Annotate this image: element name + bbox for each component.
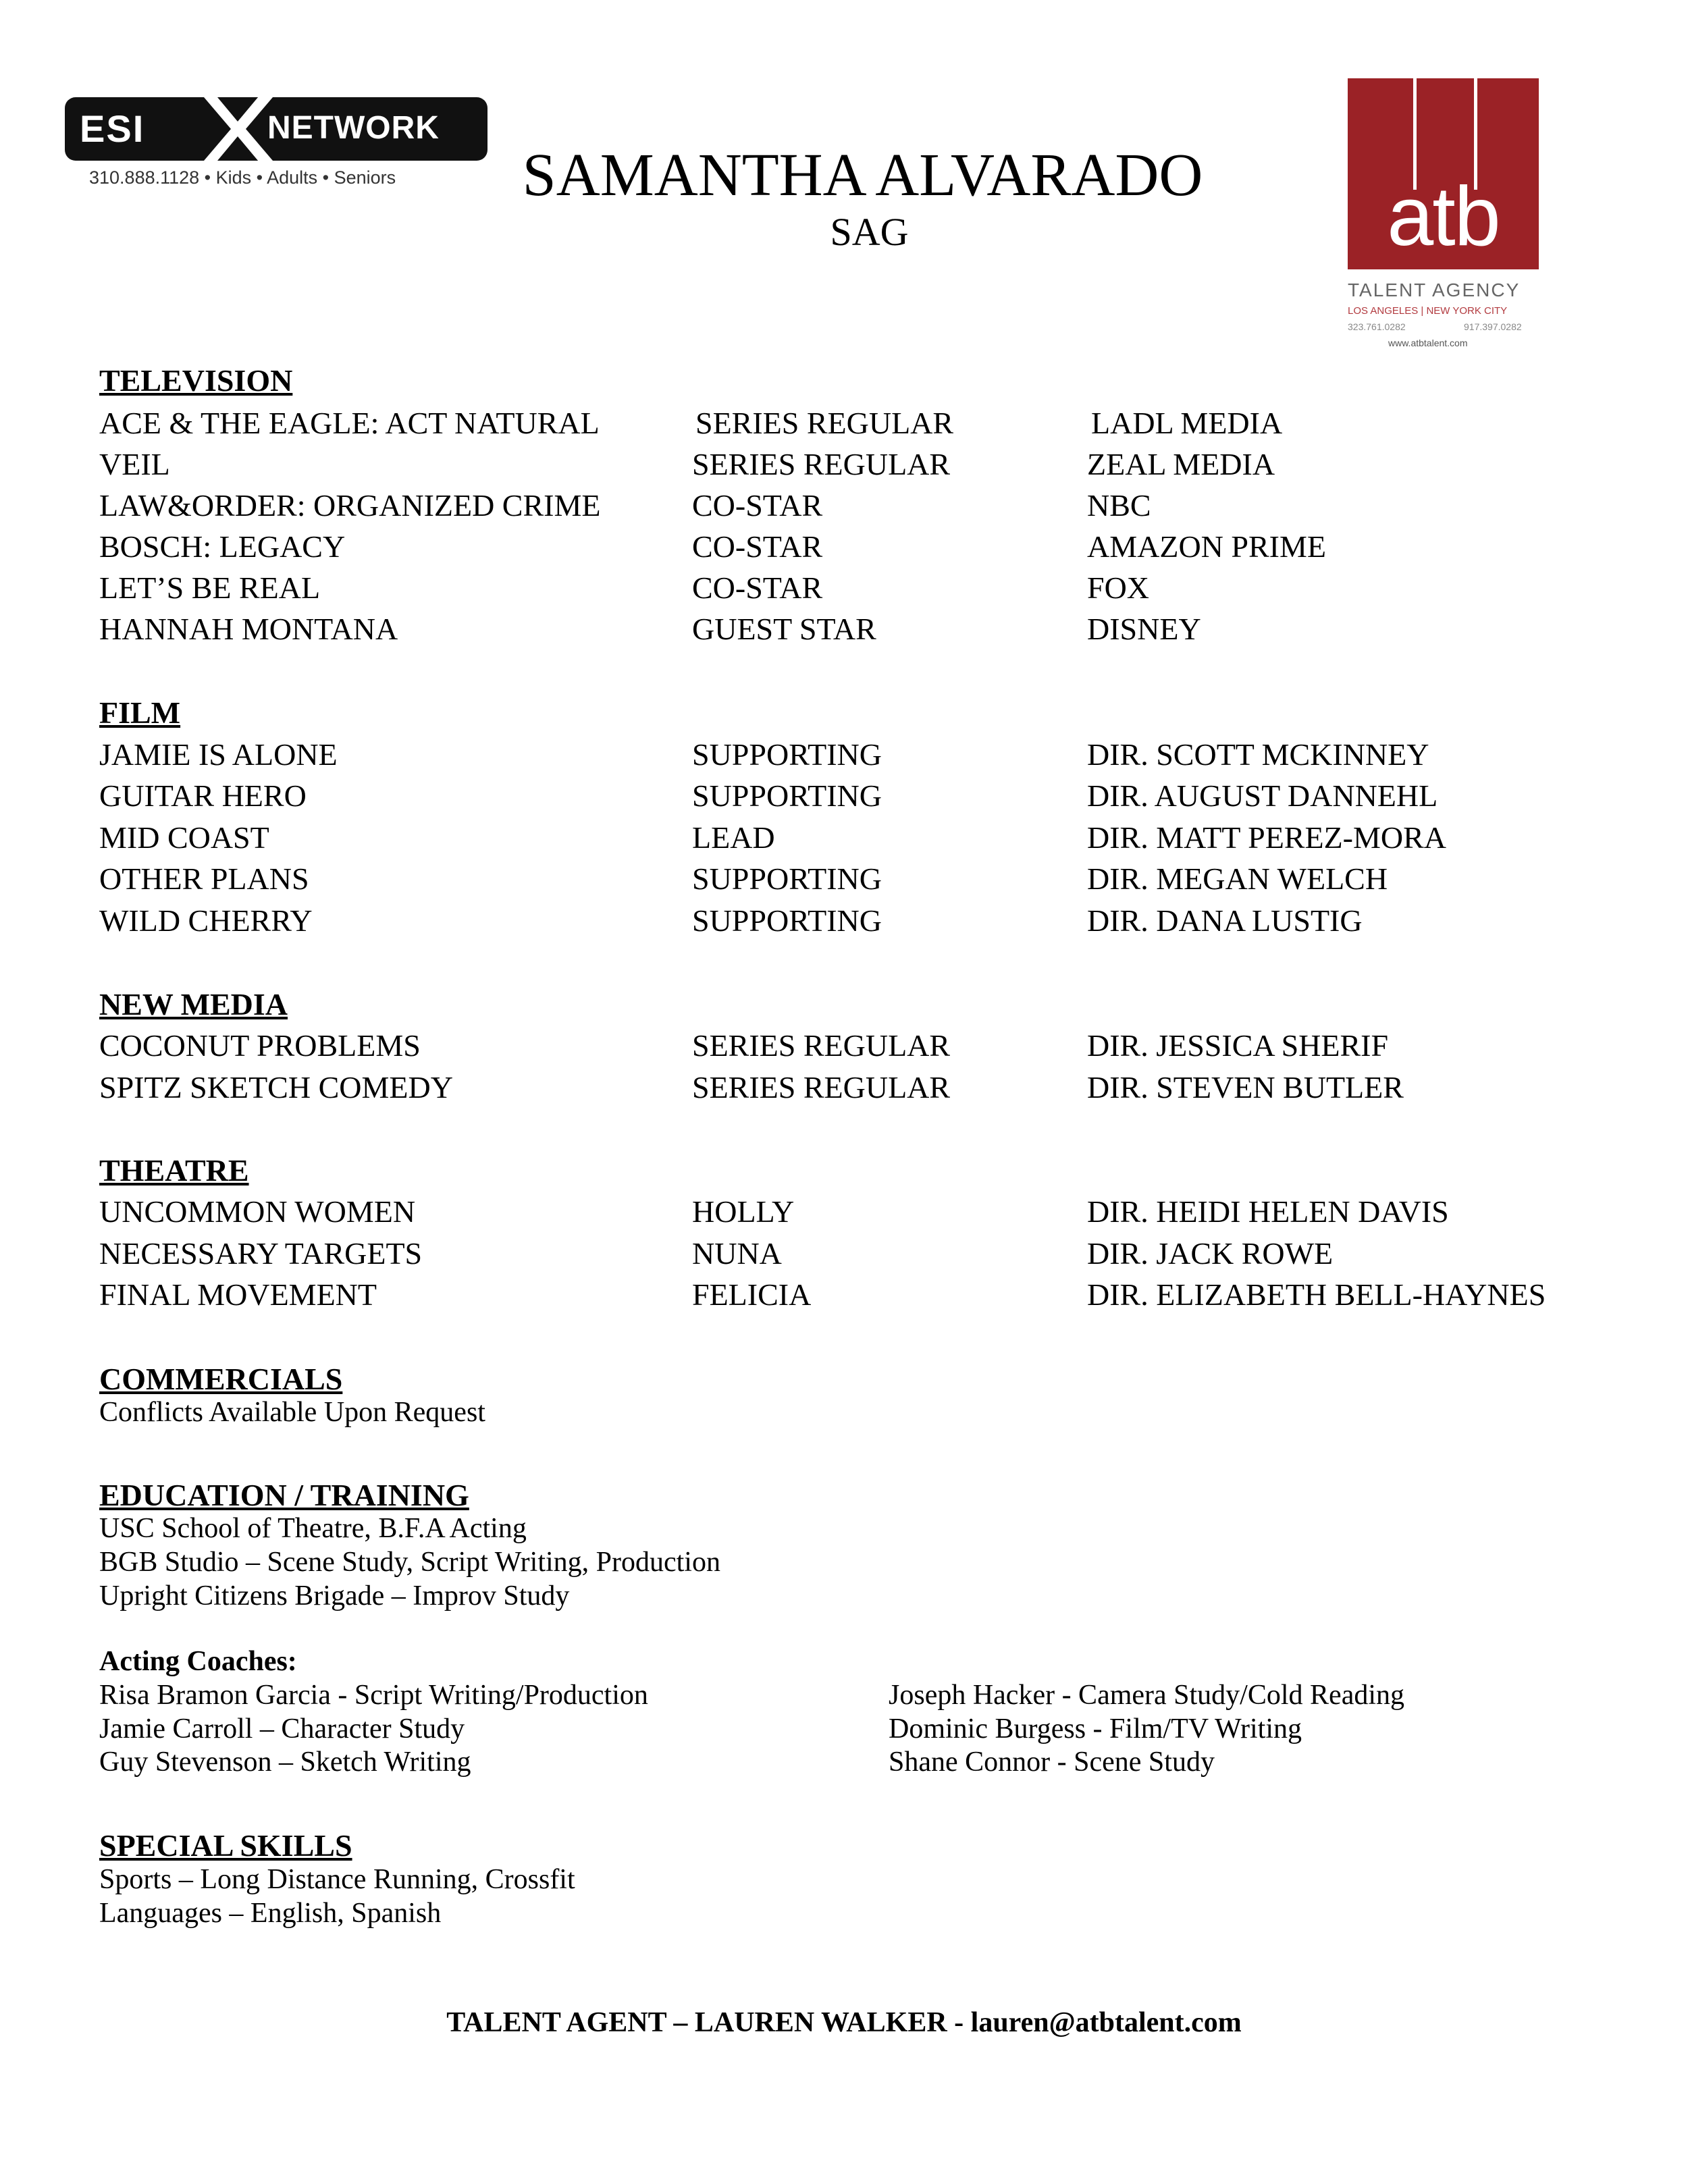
education-line: BGB Studio – Scene Study, Script Writing, Production bbox=[99, 1547, 720, 1578]
esi-network-text: NETWORK bbox=[267, 110, 440, 146]
credit-title: HANNAH MONTANA bbox=[99, 612, 398, 646]
credit-title: NECESSARY TARGETS bbox=[99, 1236, 423, 1271]
credit-row bbox=[0, 1026, 1688, 1066]
credit-company: ZEAL MEDIA bbox=[1087, 447, 1275, 481]
credit-title: UNCOMMON WOMEN bbox=[99, 1194, 416, 1229]
credit-role: GUEST STAR bbox=[692, 612, 876, 646]
coach-line: Shane Connor - Scene Study bbox=[889, 1747, 1215, 1778]
credit-row bbox=[0, 901, 1688, 941]
section-heading-television: TELEVISION bbox=[99, 363, 293, 398]
credit-role: CO-STAR bbox=[692, 529, 823, 564]
commercials-note: Conflicts Available Upon Request bbox=[99, 1397, 485, 1428]
credit-row bbox=[0, 735, 1688, 775]
credit-role: SUPPORTING bbox=[692, 737, 882, 772]
credit-company: DIR. DANA LUSTIG bbox=[1087, 903, 1363, 938]
credit-role: SERIES REGULAR bbox=[692, 447, 951, 481]
credit-company: DIR. AUGUST DANNEHL bbox=[1087, 778, 1438, 813]
credit-title: VEIL bbox=[99, 447, 170, 481]
atb-website: www.atbtalent.com bbox=[1388, 338, 1468, 348]
credit-company: DIR. HEIDI HELEN DAVIS bbox=[1087, 1194, 1449, 1229]
credit-title: LET’S BE REAL bbox=[99, 570, 321, 605]
credit-role: SUPPORTING bbox=[692, 778, 882, 813]
credit-title: MID COAST bbox=[99, 820, 269, 855]
credit-title: BOSCH: LEGACY bbox=[99, 529, 346, 564]
credit-title: JAMIE IS ALONE bbox=[99, 737, 338, 772]
credit-role: SUPPORTING bbox=[692, 903, 882, 938]
credit-role: NUNA bbox=[692, 1236, 782, 1271]
section-heading-education: EDUCATION / TRAINING bbox=[99, 1478, 469, 1512]
credit-title: SPITZ SKETCH COMEDY bbox=[99, 1070, 453, 1104]
credit-row bbox=[0, 444, 1688, 485]
esi-logo-left-text: ESI bbox=[80, 107, 145, 150]
credit-row bbox=[0, 485, 1688, 526]
skill-line: Languages – English, Spanish bbox=[99, 1898, 442, 1929]
skill-line: Sports – Long Distance Running, Crossfit bbox=[99, 1864, 575, 1895]
credit-row bbox=[0, 1192, 1688, 1232]
credit-title: COCONUT PROBLEMS bbox=[99, 1028, 421, 1063]
credit-company: DIR. JESSICA SHERIF bbox=[1087, 1028, 1389, 1063]
credit-company: DIR. STEVEN BUTLER bbox=[1087, 1070, 1404, 1104]
credit-row bbox=[0, 609, 1688, 649]
credit-row bbox=[0, 568, 1688, 608]
credit-row bbox=[0, 859, 1688, 899]
coach-line: Guy Stevenson – Sketch Writing bbox=[99, 1747, 471, 1778]
union-affiliation: SAG bbox=[830, 210, 909, 254]
credit-title: OTHER PLANS bbox=[99, 861, 309, 896]
credit-company: DIR. ELIZABETH BELL-HAYNES bbox=[1087, 1277, 1546, 1312]
credit-title: LAW&ORDER: ORGANIZED CRIME bbox=[99, 488, 601, 523]
credit-role: SERIES REGULAR bbox=[692, 1070, 951, 1104]
atb-logo-mark: atb bbox=[1387, 170, 1500, 263]
credit-company: AMAZON PRIME bbox=[1087, 529, 1326, 564]
credit-role: CO-STAR bbox=[692, 570, 823, 605]
talent-agent-contact: TALENT AGENT – LAUREN WALKER - lauren@atbtalent.com bbox=[446, 2007, 1242, 2038]
coach-line: Joseph Hacker - Camera Study/Cold Reading bbox=[889, 1680, 1404, 1711]
coach-line: Jamie Carroll – Character Study bbox=[99, 1713, 465, 1744]
section-heading-new-media: NEW MEDIA bbox=[99, 987, 288, 1021]
credit-company: DIR. MEGAN WELCH bbox=[1087, 861, 1388, 896]
section-heading-special-skills: SPECIAL SKILLS bbox=[99, 1828, 352, 1863]
credit-title: FINAL MOVEMENT bbox=[99, 1277, 377, 1312]
credit-role: CO-STAR bbox=[692, 488, 823, 523]
credit-row bbox=[0, 403, 1688, 444]
credit-company: LADL MEDIA bbox=[1091, 406, 1283, 440]
credit-company: FOX bbox=[1087, 570, 1150, 605]
credit-title: WILD CHERRY bbox=[99, 903, 313, 938]
credit-role: SERIES REGULAR bbox=[695, 406, 954, 440]
credit-company: DIR. JACK ROWE bbox=[1087, 1236, 1334, 1271]
atb-agency-label: TALENT AGENCY bbox=[1348, 279, 1521, 300]
coach-line: Dominic Burgess - Film/TV Writing bbox=[889, 1713, 1302, 1744]
atb-talent-logo bbox=[1348, 78, 1544, 362]
section-heading-commercials: COMMERCIALS bbox=[99, 1362, 343, 1396]
credit-row bbox=[0, 1275, 1688, 1315]
atb-cities: LOS ANGELES | NEW YORK CITY bbox=[1348, 305, 1508, 317]
section-heading-theatre: THEATRE bbox=[99, 1153, 249, 1188]
esi-logo-tagline: 310.888.1128 • Kids • Adults • Seniors bbox=[89, 167, 396, 188]
credit-row bbox=[0, 1067, 1688, 1108]
acting-coaches-heading: Acting Coaches: bbox=[99, 1646, 297, 1677]
actor-name: SAMANTHA ALVARADO bbox=[522, 142, 1203, 209]
credit-company: DISNEY bbox=[1087, 612, 1201, 646]
credit-row bbox=[0, 776, 1688, 816]
atb-phone-la: 323.761.0282 bbox=[1348, 321, 1406, 332]
credit-company: NBC bbox=[1087, 488, 1151, 523]
credit-company: DIR. SCOTT MCKINNEY bbox=[1087, 737, 1429, 772]
credit-row bbox=[0, 1233, 1688, 1274]
atb-phone-ny: 917.397.0282 bbox=[1464, 321, 1522, 332]
credit-title: GUITAR HERO bbox=[99, 778, 307, 813]
credit-role: LEAD bbox=[692, 820, 775, 855]
credit-title: ACE & THE EAGLE: ACT NATURAL bbox=[99, 406, 600, 440]
coach-line: Risa Bramon Garcia - Script Writing/Production bbox=[99, 1680, 648, 1711]
credit-role: HOLLY bbox=[692, 1194, 795, 1229]
credit-role: SERIES REGULAR bbox=[692, 1028, 951, 1063]
credit-role: SUPPORTING bbox=[692, 861, 882, 896]
credit-row bbox=[0, 527, 1688, 567]
education-line: USC School of Theatre, B.F.A Acting bbox=[99, 1513, 527, 1544]
credit-row bbox=[0, 818, 1688, 858]
credit-company: DIR. MATT PEREZ-MORA bbox=[1087, 820, 1447, 855]
credit-role: FELICIA bbox=[692, 1277, 812, 1312]
section-heading-film: FILM bbox=[99, 695, 181, 730]
education-line: Upright Citizens Brigade – Improv Study bbox=[99, 1580, 570, 1612]
